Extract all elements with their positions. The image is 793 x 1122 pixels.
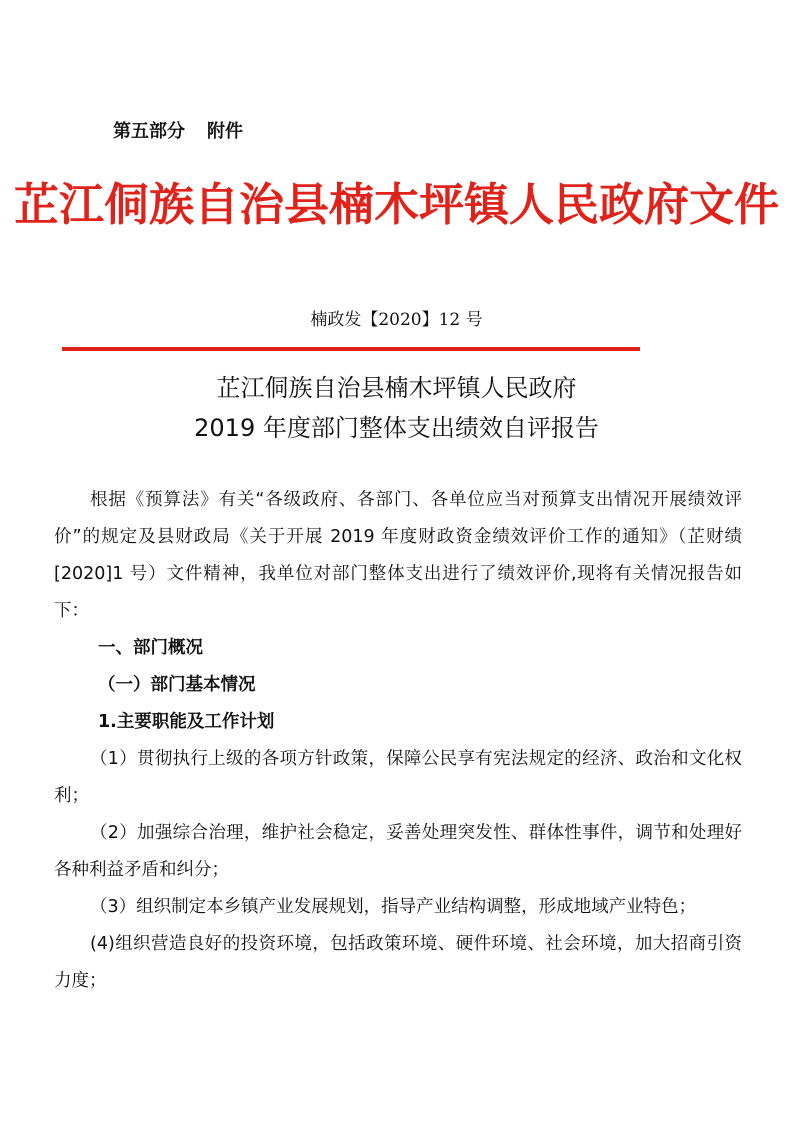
heading-basic-info: （一）部门基本情况 [98, 675, 256, 695]
heading-department-overview: 一、部门概况 [98, 638, 203, 658]
red-divider [62, 347, 640, 351]
issuer-header: 芷江侗族自治县楠木坪镇人民政府文件 [13, 178, 779, 231]
report-body [54, 482, 742, 1000]
section-label-part: 第五部分 [113, 121, 185, 142]
document-number: 楠政发【2020】12 号 [310, 310, 483, 330]
list-item: (4)组织营造良好的投资环境，包括政策环境、硬件环境、社会环境，加大招商引资力度； [54, 934, 742, 991]
intro-paragraph: 根据《预算法》有关“各级政府、各部门、各单位应当对预算支出情况开展绩效评价”的规定及县财政局《关于开展 2019 年度财政资金绩效评价工作的通知》（芷财绩[2020]1 号）文件精神，我单位对部门整体支出进行了绩效评价,现将有关情况报告如下： [54, 490, 742, 621]
list-item: （3）组织制定本乡镇产业发展规划，指导产业结构调整，形成地域产业特色； [90, 897, 697, 917]
heading-functions: 1.主要职能及工作计划 [98, 712, 275, 732]
report-title-line2: 2019 年度部门整体支出绩效自评报告 [194, 414, 599, 442]
section-label-attachment: 附件 [207, 121, 243, 142]
list-item: （1）贯彻执行上级的各项方针政策，保障公民享有宪法规定的经济、政治和文化权利； [54, 749, 742, 806]
report-title-line1: 芷江侗族自治县楠木坪镇人民政府 [216, 374, 577, 402]
section-label [113, 117, 243, 143]
list-item: （2）加强综合治理，维护社会稳定，妥善处理突发性、群体性事件，调节和处理好各种利益矛盾和纠分； [54, 823, 742, 880]
